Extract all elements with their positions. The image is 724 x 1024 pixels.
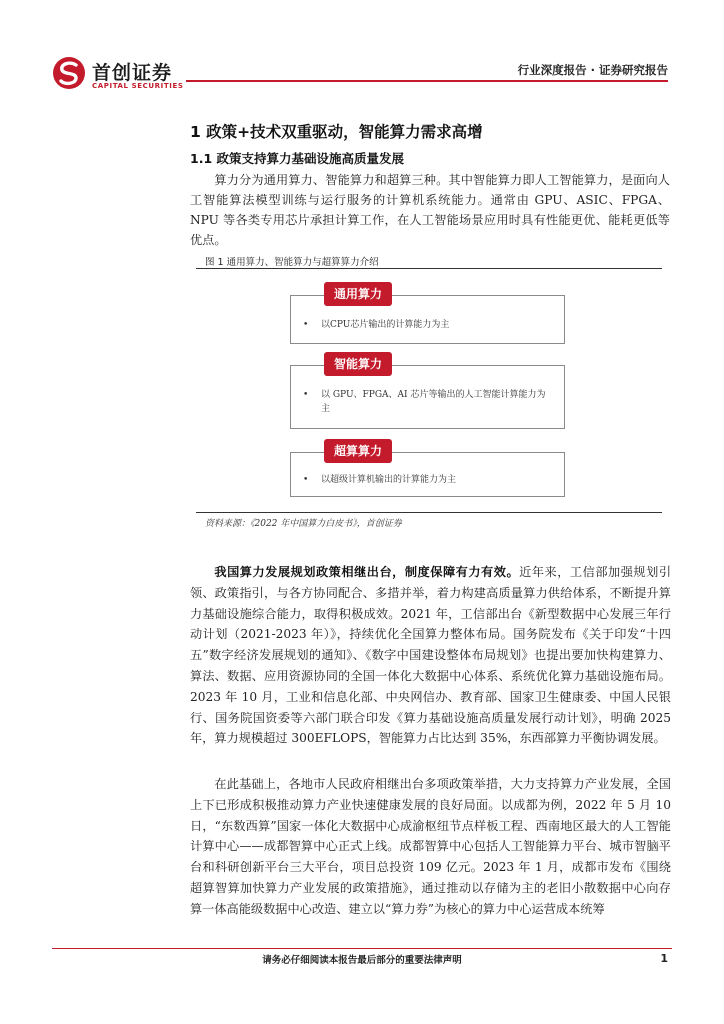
figure-item <box>303 388 554 416</box>
figure-item-text: 以超级计算机输出的计算能力为主 <box>321 475 457 485</box>
figure-top-rule <box>196 268 662 269</box>
legal-notice: 请务必仔细阅读本报告最后部分的重要法律声明 <box>262 955 462 966</box>
intro-paragraph: 算力分为通用算力、智能算力和超算三种。其中智能算力即人工智能算力，是面向人工智能算法模型训练与运行服务的计算机系统能力。通常由 GPU、ASIC、FPGA、NPU 等各类专用芯片承担计算工作，在人工智能场景应用时具有性能更优、能耗更低等优点。 <box>190 173 670 247</box>
section-heading: 1 政策+技术双重驱动，智能算力需求高增 <box>190 123 483 141</box>
company-logo <box>52 54 202 90</box>
capital-securities-logo-icon <box>52 56 86 90</box>
figure-bottom-rule <box>196 512 662 513</box>
figure-item-text: 以CPU芯片输出的计算能力为主 <box>321 320 450 330</box>
footer-divider <box>52 948 672 949</box>
paragraph-lead: 我国算力发展规划政策相继出台，制度保障有力有效。 <box>214 565 520 579</box>
figure-tag-general-computing: 通用算力 <box>324 282 392 306</box>
paragraph-text: 近年来，工信部加强规划引领、政策指引，与各方协同配合、多措并举，着力构建高质量算力供给体系，不断提升算力基础设施综合能力，取得积极成效。2021 年，工信部出台《新型数据中心发展三年行动计划（2021-2023 年）》，持续优化全国算力整体布局。国务院发布《关于印发“十四五”数字经济发展规划的通知》、《数字中国建设整体布局规划》也提出要加快构建算力、算法、数据、应用资源协同的全国一体化大数据中心体系、系统优化算力基础设施布局。2023 年 10 月，工业和信息化部、中央网信办、教育部、国家卫生健康委、中国人民银行、国务院国资委等六部门联合印发《算力基础设施高质量发展行动计划》，明确 2025 年，算力规模超过 300EFLOPS，智能算力占比达到 35%，东西部算力平衡协调发展。 <box>190 565 672 746</box>
figure-source: 资料来源：《2022 年中国算力白皮书》，首创证券 <box>205 519 402 529</box>
report-header <box>0 0 724 90</box>
body-paragraph-local-policy: 在此基础上，各地市人民政府相继出台多项政策举措，大力支持算力产业发展，全国上下已形成积极推动算力产业快速健康发展的良好局面。以成都为例，2022 年 5 月 10 日，“东数西算”国家一体化大数据中心成渝枢纽节点样板工程、西南地区最大的人工智能计算中心——成都智算中心正式上线。成都智算中心包括人工智能算力平台、城市智脑平台和科研创新平台三大平台，项目总投资 109 亿元。2023 年 1 月，成都市发布《围绕超算智算加快算力产业发展的政策措施》，通过推动以存储为主的老旧小散数据中心向存算一体高能级数据中心改造、建立以“算力券”为核心的算力中心运营成本统筹 <box>190 777 671 916</box>
subsection-heading: 1.1 政策支持算力基础设施高质量发展 <box>190 151 404 166</box>
bullet-icon: • <box>303 320 309 330</box>
figure-item <box>303 318 554 332</box>
logo-english-name: CAPITAL SECURITIES <box>92 82 184 90</box>
figure-caption: 图 1 通用算力、智能算力与超算算力介绍 <box>205 257 379 268</box>
logo-chinese-name: 首创证券 <box>92 62 173 84</box>
figure-item-text: 以 GPU、FPGA、AI 芯片等输出的人工智能计算能力为主 <box>321 390 546 414</box>
figure-item <box>303 473 554 487</box>
figure-tag-intelligent-computing: 智能算力 <box>324 352 392 376</box>
bullet-icon: • <box>303 390 309 400</box>
body-paragraph-policy <box>190 562 671 749</box>
bullet-icon: • <box>303 475 309 485</box>
figure-tag-supercomputing: 超算算力 <box>324 439 392 463</box>
page-number: 1 <box>660 952 668 965</box>
report-type-label: 行业深度报告 · 证券研究报告 <box>517 63 668 77</box>
header-divider <box>186 80 668 82</box>
